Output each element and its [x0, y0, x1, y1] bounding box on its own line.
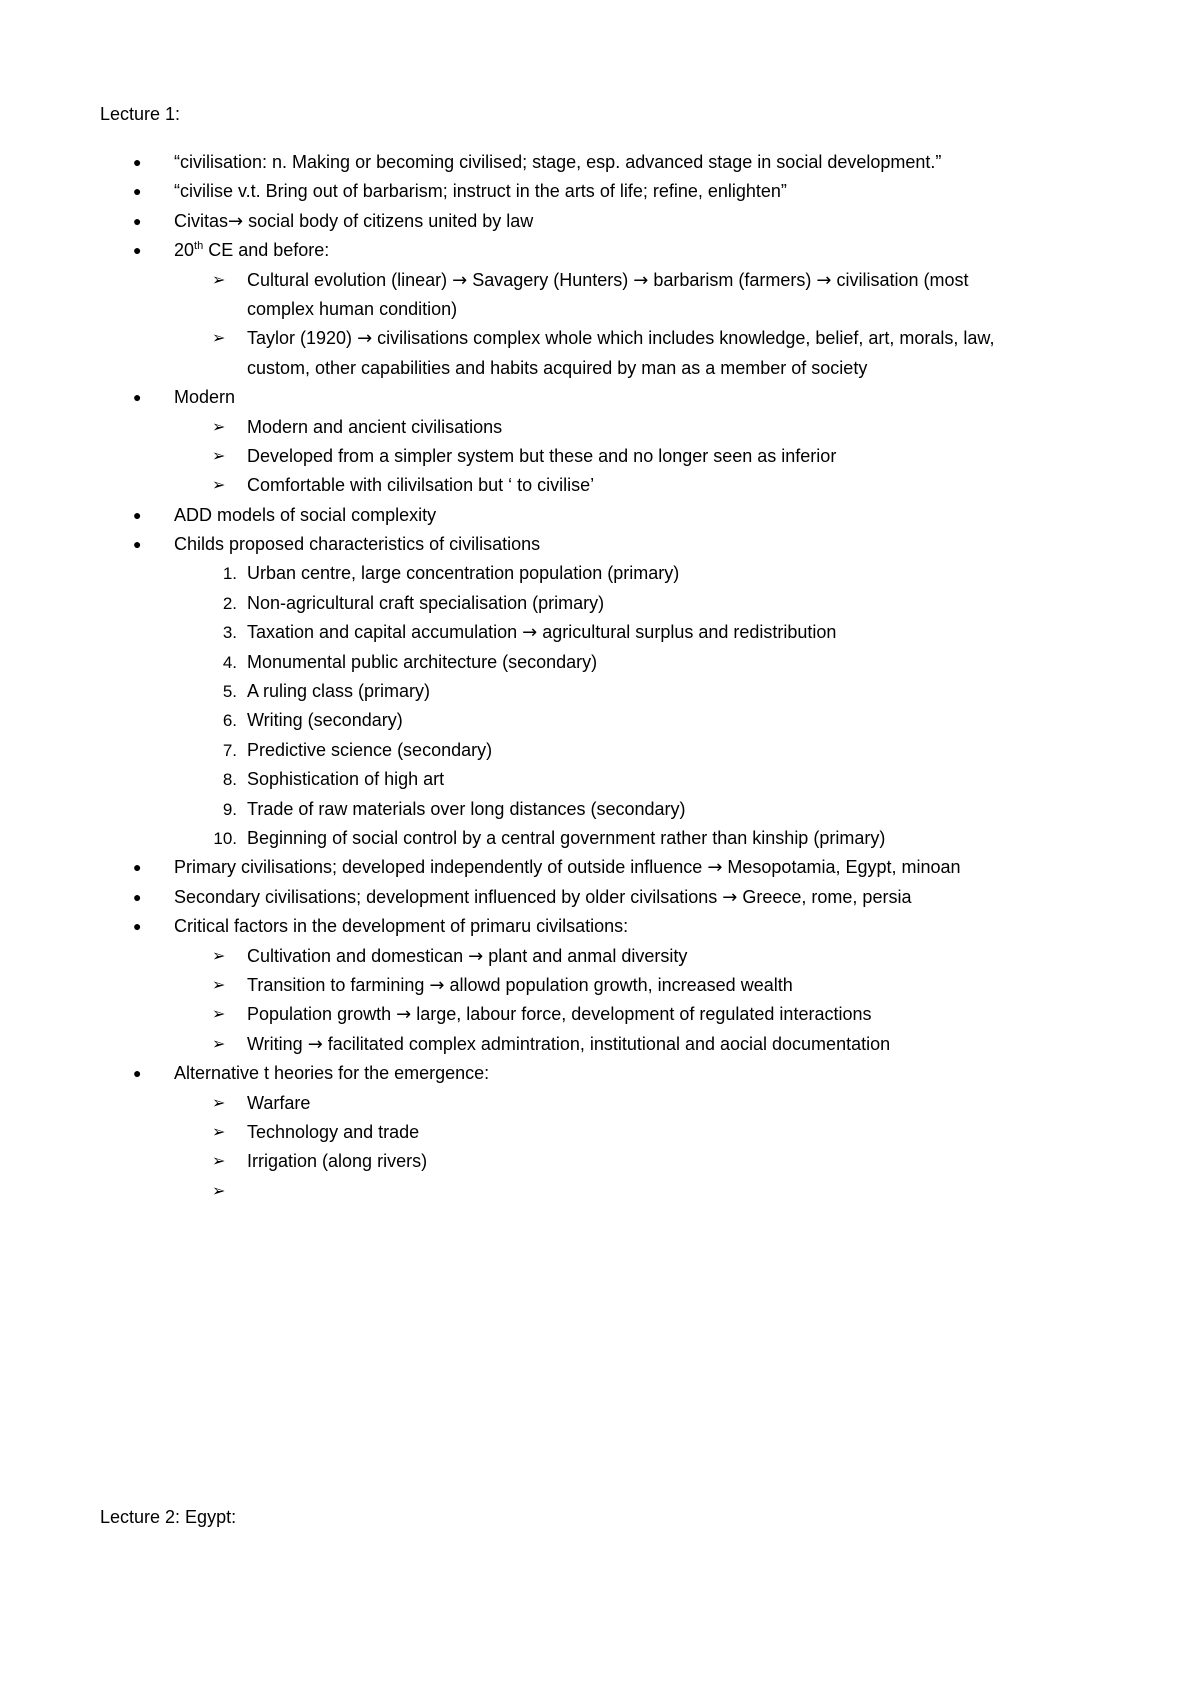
- arrow-bullet-icon: ➢: [212, 271, 226, 289]
- numbered-item: [0, 736, 1200, 765]
- bullet-icon: ●: [133, 888, 142, 905]
- bullet-icon: ●: [133, 389, 142, 406]
- arrow-bullet-icon: ➢: [212, 1153, 226, 1171]
- item-text: Monumental public architecture (secondary): [247, 651, 598, 672]
- sub-bullet-item: [0, 1030, 1200, 1059]
- item-text: Taxation and capital accumulation → agricultural surplus and redistribution: [247, 622, 837, 644]
- continued-line: [0, 354, 1200, 383]
- item-text: complex human condition): [247, 298, 458, 319]
- item-text: Predictive science (secondary): [247, 739, 493, 760]
- lecture-2-heading: Lecture 2: Egypt:: [100, 1507, 237, 1527]
- bullet-item: [0, 530, 1200, 559]
- bullet-item: [0, 148, 1200, 177]
- sub-bullet-item: [0, 1147, 1200, 1176]
- bullet-item: [0, 883, 1200, 912]
- numbered-item: [0, 795, 1200, 824]
- numbered-item: [0, 824, 1200, 853]
- arrow-bullet-icon: ➢: [212, 330, 226, 348]
- bullet-icon: ●: [133, 183, 142, 200]
- item-text: Writing (secondary): [247, 710, 403, 731]
- item-text: Critical factors in the development of primaru civilsations:: [174, 916, 629, 937]
- numbered-item: [0, 677, 1200, 706]
- bullet-icon: ●: [133, 918, 142, 935]
- bullet-item: [0, 236, 1200, 265]
- bullet-icon: ●: [133, 536, 142, 553]
- list-number: 8.: [222, 770, 237, 790]
- bullet-icon: ●: [133, 859, 142, 876]
- item-text: Non-agricultural craft specialisation (primary): [247, 592, 605, 613]
- list-number: 6.: [222, 711, 237, 731]
- sub-bullet-item: [0, 1177, 1200, 1206]
- list-number: 4.: [222, 652, 237, 672]
- item-text: Childs proposed characteristics of civilisations: [174, 534, 541, 555]
- numbered-item: [0, 618, 1200, 647]
- lecture-1-notes-list: [0, 148, 1200, 1206]
- sub-bullet-item: [0, 1089, 1200, 1118]
- arrow-bullet-icon: ➢: [212, 947, 226, 965]
- sub-bullet-item: [0, 1000, 1200, 1029]
- item-text: Urban centre, large concentration population (primary): [247, 563, 680, 584]
- bullet-item: [0, 383, 1200, 412]
- bullet-item: [0, 853, 1200, 882]
- bullet-item: [0, 1059, 1200, 1088]
- item-text: Warfare: [247, 1092, 311, 1113]
- item-text: Alternative t heories for the emergence:: [174, 1063, 490, 1084]
- arrow-bullet-icon: ➢: [212, 477, 226, 495]
- numbered-item: [0, 589, 1200, 618]
- list-number: 1.: [222, 564, 237, 584]
- item-text: Transition to farmining → allowd population growth, increased wealth: [247, 974, 793, 996]
- sub-bullet-item: [0, 442, 1200, 471]
- sub-bullet-item: [0, 413, 1200, 442]
- sub-bullet-item: [0, 971, 1200, 1000]
- numbered-item: [0, 559, 1200, 588]
- item-text: Comfortable with cilivilsation but ‘ to civilise’: [247, 475, 595, 496]
- item-text: A ruling class (primary): [247, 681, 431, 702]
- list-number: 5.: [222, 682, 237, 702]
- list-number: 10.: [213, 828, 237, 848]
- bullet-icon: ●: [133, 242, 142, 259]
- sub-bullet-item: [0, 266, 1200, 295]
- lecture-1-heading: Lecture 1:: [100, 104, 181, 124]
- item-text: Cultivation and domestican → plant and anmal diversity: [247, 945, 688, 967]
- bullet-item: [0, 207, 1200, 236]
- bullet-item: [0, 177, 1200, 206]
- sub-bullet-item: [0, 1118, 1200, 1147]
- item-text: Sophistication of high art: [247, 769, 445, 790]
- item-text: “civilise v.t. Bring out of barbarism; instruct in the arts of life; refine, enlighten”: [174, 181, 787, 202]
- list-number: 3.: [222, 623, 237, 643]
- item-text: Civitas→ social body of citizens united by law: [174, 210, 534, 232]
- item-text: Writing → facilitated complex admintration, institutional and aocial documentation: [247, 1033, 891, 1055]
- numbered-item: [0, 648, 1200, 677]
- bullet-item: [0, 501, 1200, 530]
- item-text: Population growth → large, labour force, development of regulated interactions: [247, 1004, 872, 1026]
- item-text: Modern and ancient civilisations: [247, 416, 503, 437]
- arrow-bullet-icon: ➢: [212, 1094, 226, 1112]
- list-number: 7.: [222, 740, 237, 760]
- arrow-bullet-icon: ➢: [212, 1123, 226, 1141]
- item-text: Developed from a simpler system but these and no longer seen as inferior: [247, 445, 837, 466]
- item-text: Technology and trade: [247, 1121, 420, 1142]
- list-number: 9.: [222, 799, 237, 819]
- bullet-item: [0, 912, 1200, 941]
- sub-bullet-item: [0, 471, 1200, 500]
- item-text: Taylor (1920) → civilisations complex whole which includes knowledge, belief, art, morals, law,: [247, 328, 995, 350]
- list-number: 2.: [222, 593, 237, 613]
- item-text: Secondary civilisations; development influenced by older civilsations → Greece, rome, persia: [174, 886, 912, 908]
- continued-line: [0, 295, 1200, 324]
- item-text: Beginning of social control by a central government rather than kinship (primary): [247, 827, 886, 848]
- arrow-bullet-icon: ➢: [212, 1182, 226, 1200]
- item-text: custom, other capabilities and habits acquired by man as a member of society: [247, 357, 868, 378]
- item-text: Modern: [174, 387, 236, 408]
- item-text: “civilisation: n. Making or becoming civilised; stage, esp. advanced stage in social development.”: [174, 152, 942, 172]
- arrow-bullet-icon: ➢: [212, 447, 226, 465]
- item-text: 20th CE and before:: [174, 240, 330, 261]
- sub-bullet-item: [0, 324, 1200, 353]
- bullet-icon: ●: [133, 212, 142, 229]
- arrow-bullet-icon: ➢: [212, 1006, 226, 1024]
- item-text: Primary civilisations; developed independently of outside influence → Mesopotamia, Egypt, minoan: [174, 857, 961, 879]
- arrow-bullet-icon: ➢: [212, 418, 226, 436]
- bullet-icon: ●: [133, 506, 142, 523]
- item-text: Irrigation (along rivers): [247, 1151, 428, 1172]
- sub-bullet-item: [0, 942, 1200, 971]
- arrow-bullet-icon: ➢: [212, 976, 226, 994]
- item-text: Cultural evolution (linear) → Savagery (Hunters) → barbarism (farmers) → civilisation (most: [247, 269, 969, 291]
- item-text: Trade of raw materials over long distances (secondary): [247, 798, 686, 819]
- bullet-icon: ●: [133, 1065, 142, 1082]
- bullet-icon: ●: [133, 154, 142, 170]
- item-text: ADD models of social complexity: [174, 504, 437, 525]
- arrow-bullet-icon: ➢: [212, 1035, 226, 1053]
- numbered-item: [0, 706, 1200, 735]
- numbered-item: [0, 765, 1200, 794]
